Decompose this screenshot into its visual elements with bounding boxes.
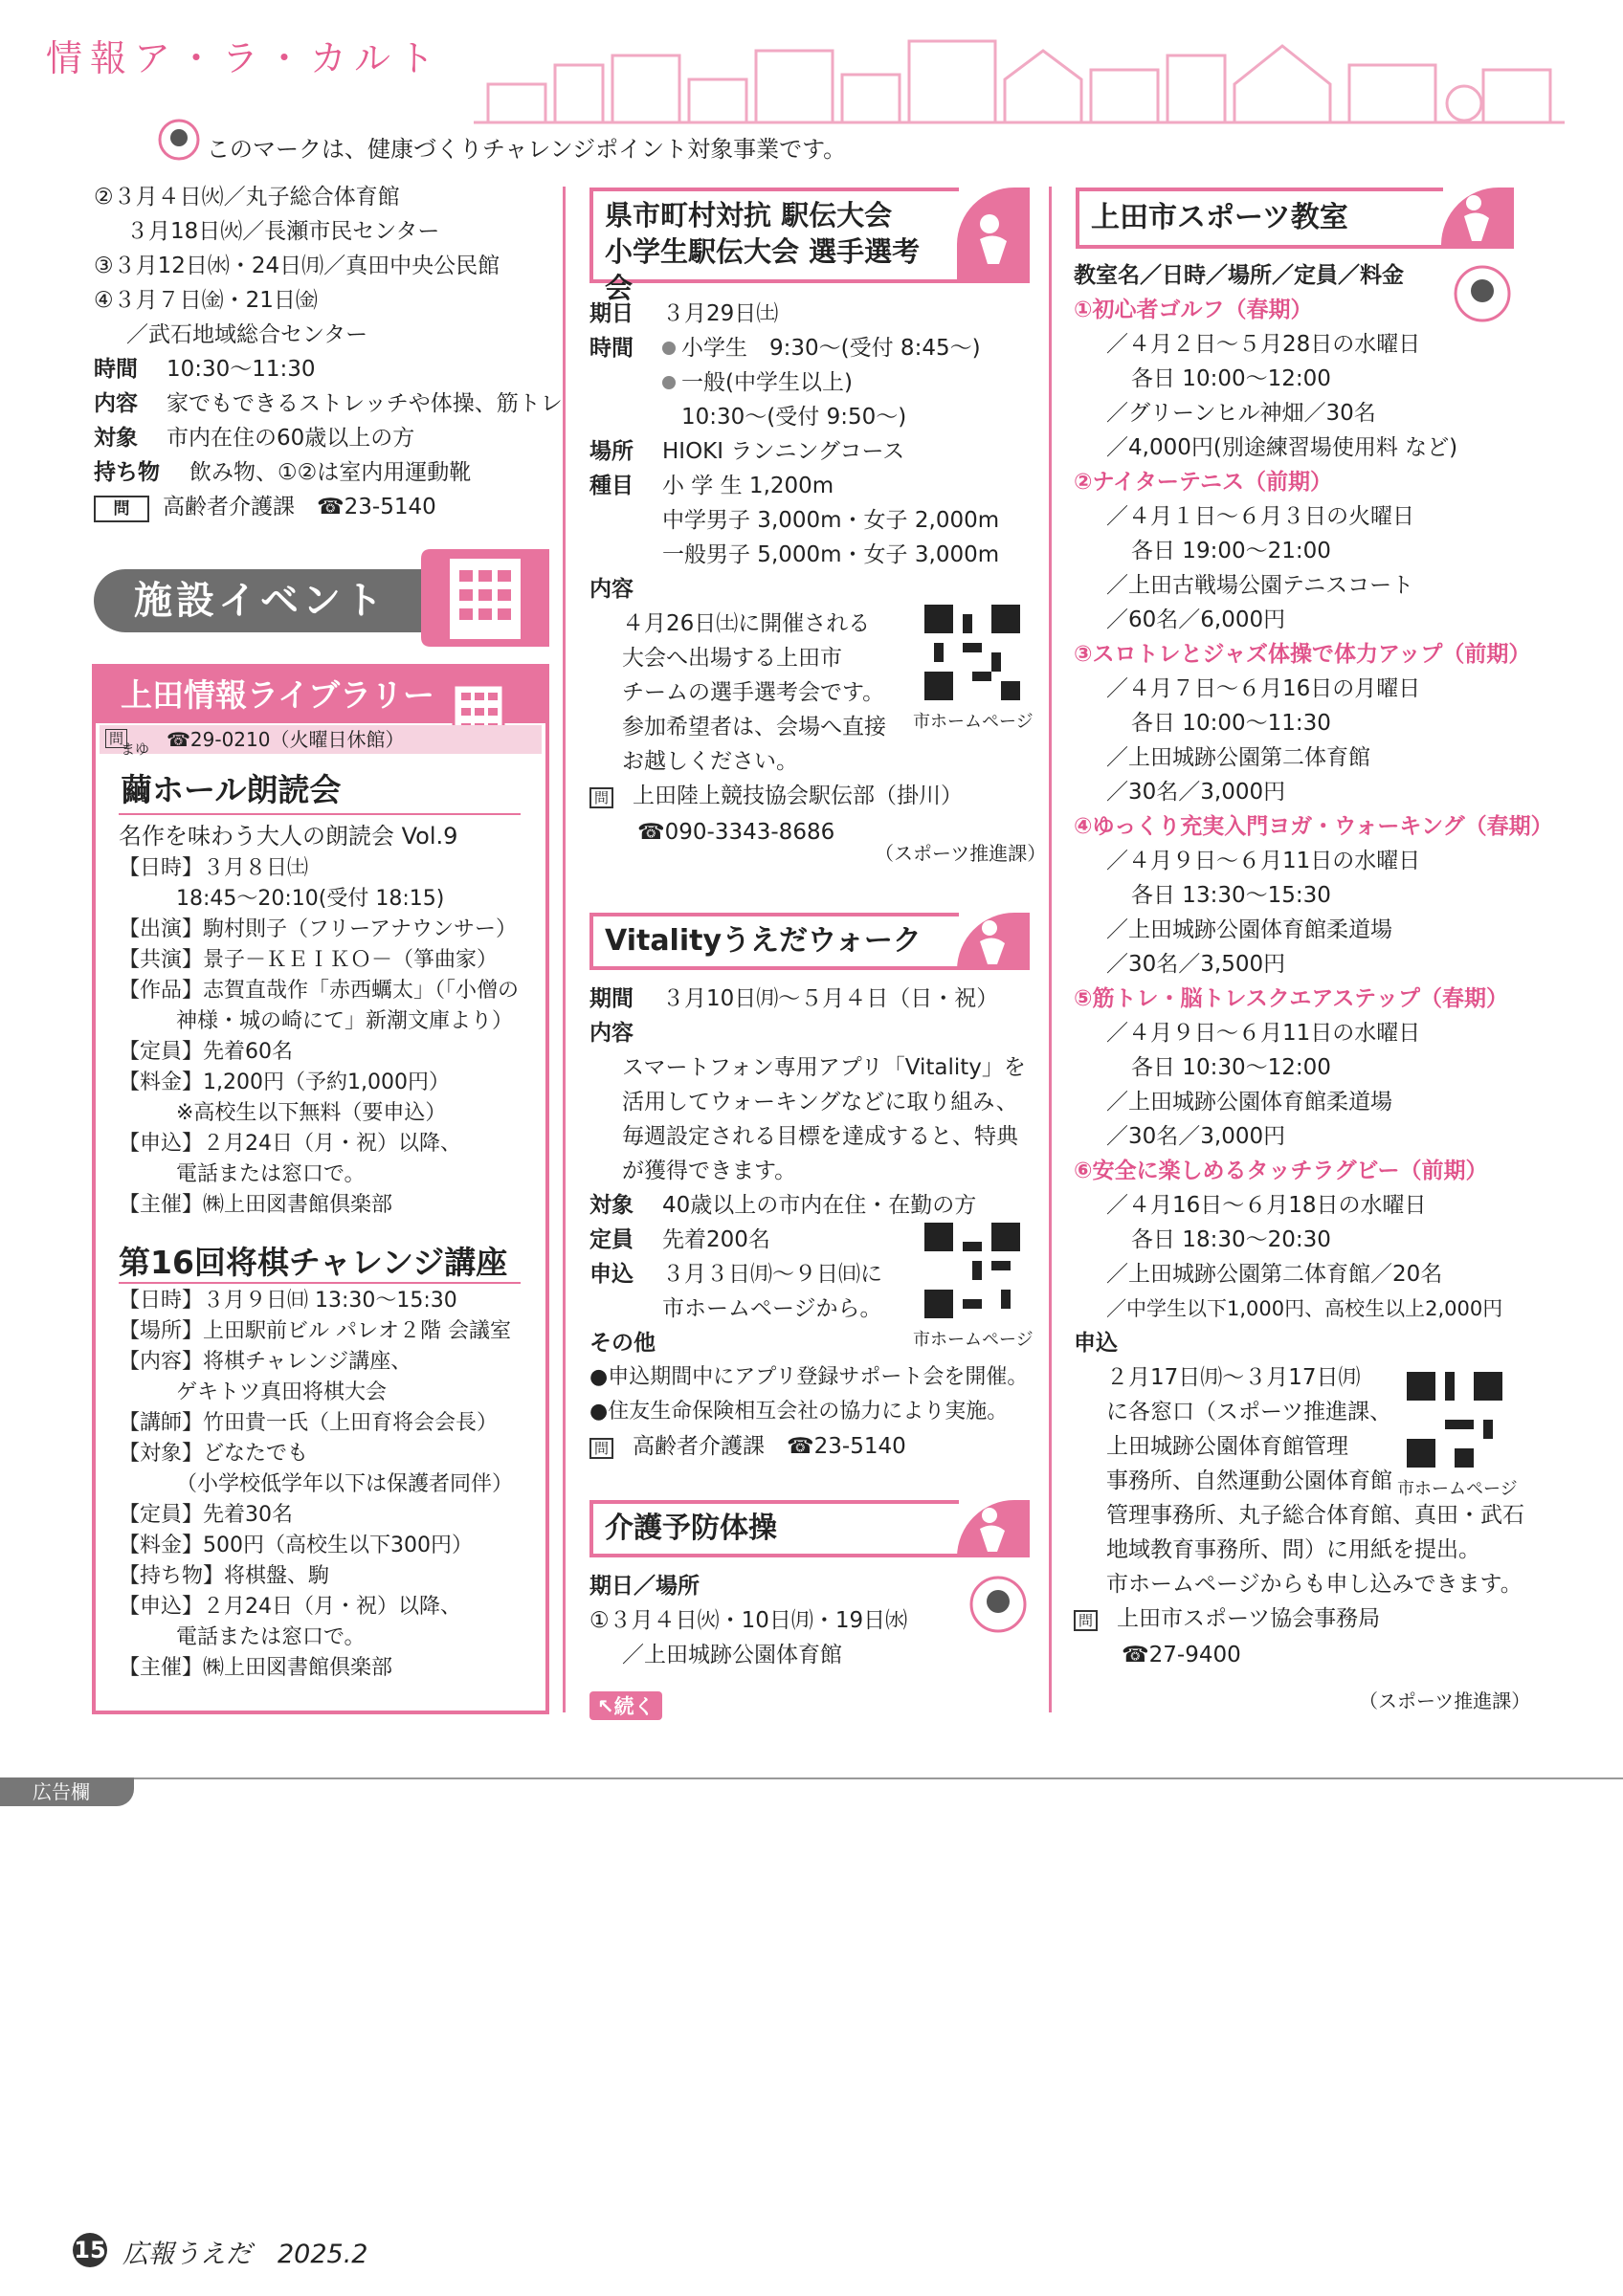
event-shogi-details: 【日時】３月９日㈰ 13:30～15:30 【場所】上田駅前ビル パレオ２階 会議室 【内容】将棋チャレンジ講座、 ゲキトツ真田将棋大会 【講師】竹田貴一氏（上田育将会会長） 【対象】どなたでも （小学校低学年以下は保護者同伴） 【定員】先着30名 【料金】500円（高校生以下300円） 【持ち物】将棋盤、駒 【申込】２月24日（月・祝）以降、 電話または窓口で。 【主催】㈱上田図書館倶楽部 (119, 1289, 514, 1680)
vitality-title: Vitalityうえだウォーク (589, 913, 959, 970)
publication-name: 広報うえだ 2025.2 (122, 2240, 368, 2269)
qr-caption: 市ホームページ (913, 712, 1034, 732)
ad-divider (0, 1777, 1623, 1779)
qr-code[interactable] (924, 605, 1020, 700)
event-title-reading: 繭ホール朗読会 (121, 771, 342, 808)
runner-icon (1456, 193, 1499, 243)
ekiden-details: 期日 ３月29日㈯ 時間 小学生 9:30～(受付 8:45～) 一般(中学生以上) 10:30～(受付 9:50～) 場所 HIOKI ランニングコース 種目 小 学 生 1,200m 中学男子 3,000m・女子 2,000m 一般男子 5,000m・女子 3,000m 内容 ４月26日㈯に開催される 大会へ出場する上田市 チームの選手選考会です。 参加希望者は、会場へ直接 お越しください。 問 上田陸上競技協会駅伝部（掛川） ☎090-3343-8686 (589, 301, 1000, 845)
continued-link[interactable]: ↖続く (589, 1691, 662, 1720)
section-title: 情報ア・ラ・カルト (46, 37, 443, 79)
qr-code[interactable] (924, 1223, 1020, 1318)
dept-note: （スポーツ推進課） (875, 842, 1047, 865)
ad-label: 広告欄 (0, 1777, 134, 1806)
qr-code[interactable] (1407, 1372, 1502, 1468)
facility-events-heading: 施設イベント (94, 569, 477, 632)
kaigo-title: 介護予防体操 (589, 1500, 959, 1557)
health-challenge-mark-icon (158, 119, 200, 161)
col1-top: ②３月４日㈫／丸子総合体育館 ３月18日㈫／長瀬市民センター ③３月12日㈬・24日㈪／真田中央公民館 ④３月７日㈮・21日㈮ ／武石地域総合センター 時間 10:30～11:30 内容 家でもできるストレッチや体操、筋トレ 対象 市内在住の60歳以上の方 持ち物 飲み物、①②は室内用運動靴 問 高齢者介護課 ☎23-5140 (94, 180, 563, 524)
sports-class-list: 教室名／日時／場所／定員／料金 ①初心者ゴルフ（春期） ／４月２日～５月28日の水曜日 各日 10:00～12:00 ／グリーンヒル神畑／30名 ／4,000円(別途練習場使用料 など) ②ナイターテニス（前期） ／４月１日～６月３日の火曜日 各日 19:00～21:00 ／上田古戦場公園テニスコート ／60名／6,000円 ③スロトレとジャズ体操で体力アップ（前期） ／４月７日～６月16日の月曜日 各日 10:00～11:30 ／上田城跡公園第二体育館 ／30名／3,000円 ④ゆっくり充実入門ヨガ・ウォーキング（春期） ／４月９日～６月11日の水曜日 各日 13:30～15:30 ／上田城跡公園体育館柔道場 ／30名／3,500円 ⑤筋トレ・脳トレスクエアステップ（春期） ／４月９日～６月11日の水曜日 各日 10:30～12:00 ／上田城跡公園体育館柔道場 ／30名／3,000円 ⑥安全に楽しめるタッチラグビー（前期） ／４月16日～６月18日の水曜日 各日 18:30～20:30 ／上田城跡公園第二体育館／20名 ／中学生以下1,000円、高校生以上2,000円 申込 ２月17日㈪～３月17日㈪ に各窓口（スポーツ推進課、 上田城跡公園体育館管理 事務所、自然運動公園体育館 管理事務所、丸子総合体育館、真田・武石 地域教育事務所、問）に用紙を提出。 市ホームページからも申し込みできます。 問 上田市スポーツ協会事務局 ☎27-9400 (1074, 263, 1553, 1667)
library-title: 上田情報ライブラリー (96, 668, 545, 723)
divider (119, 813, 521, 815)
building-icon (421, 549, 549, 647)
dept-note: （スポーツ推進課） (1359, 1689, 1531, 1712)
divider (119, 1282, 521, 1284)
ekiden-title-box: 県市町村対抗 駅伝大会 小学生駅伝大会 選手選考会 (589, 188, 959, 283)
runner-icon (972, 918, 1014, 966)
sports-class-title: 上田市スポーツ教室 (1076, 188, 1443, 249)
qr-caption: 市ホームページ (913, 1330, 1034, 1350)
mark-note: このマークは、健康づくりチャレンジポイント対象事業です。 (207, 136, 847, 163)
health-challenge-mark-icon (968, 1575, 1028, 1634)
page-number: 15 (73, 2233, 107, 2267)
event-reading-details: 名作を味わう大人の朗読会 Vol.9 【日時】３月８日㈯ 18:45～20:10(受付 18:15) 【出演】駒村則子（フリーアナウンサー） 【共演】景子－ＫＥＩＫＯ－（箏曲家） 【作品】志賀直哉作「赤西蠣太」（「小僧の 神様・城の崎にて」新潮文庫より） 【定員】先着60名 【料金】1,200円（予約1,000円） ※高校生以下無料（要申込） 【申込】２月24日（月・祝）以降、 電話または窓口で。 【主催】㈱上田図書館倶楽部 (119, 823, 520, 1217)
event-title-shogi: 第16回将棋チャレンジ講座 (119, 1244, 508, 1281)
vitality-details: 期間 ３月10日㈪～５月４日（日・祝） 内容 スマートフォン専用アプリ「Vitality」を 活用してウォーキングなどに取り組み、 毎週設定される目標を達成すると、特典 が獲得できます。 対象 40歳以上の市内在住・在勤の方 定員 先着200名 申込 ３月３日㈪～９日㈰に 市ホームページから。 その他 ●申込期間中にアプリ登録サポート会を開催。 ●住友生命保険相互会社の協力により実施。 問 高齢者介護課 ☎23-5140 (589, 986, 1029, 1459)
runner-icon (970, 212, 1018, 266)
library-phone: ☎29-0210（火曜日休館） (100, 725, 542, 754)
contact-mark: 問 (105, 729, 127, 748)
ruby-text: まゆ (121, 740, 150, 758)
column-divider (563, 187, 566, 1712)
qr-caption: 市ホームページ (1397, 1479, 1518, 1499)
runner-icon (972, 1506, 1014, 1554)
column-divider (1049, 187, 1052, 1712)
town-skyline-illustration (469, 27, 1569, 127)
kaigo-details: 期日／場所 ①３月４日㈫・10日㈪・19日㈬ ／上田城跡公園体育館 (589, 1574, 908, 1667)
